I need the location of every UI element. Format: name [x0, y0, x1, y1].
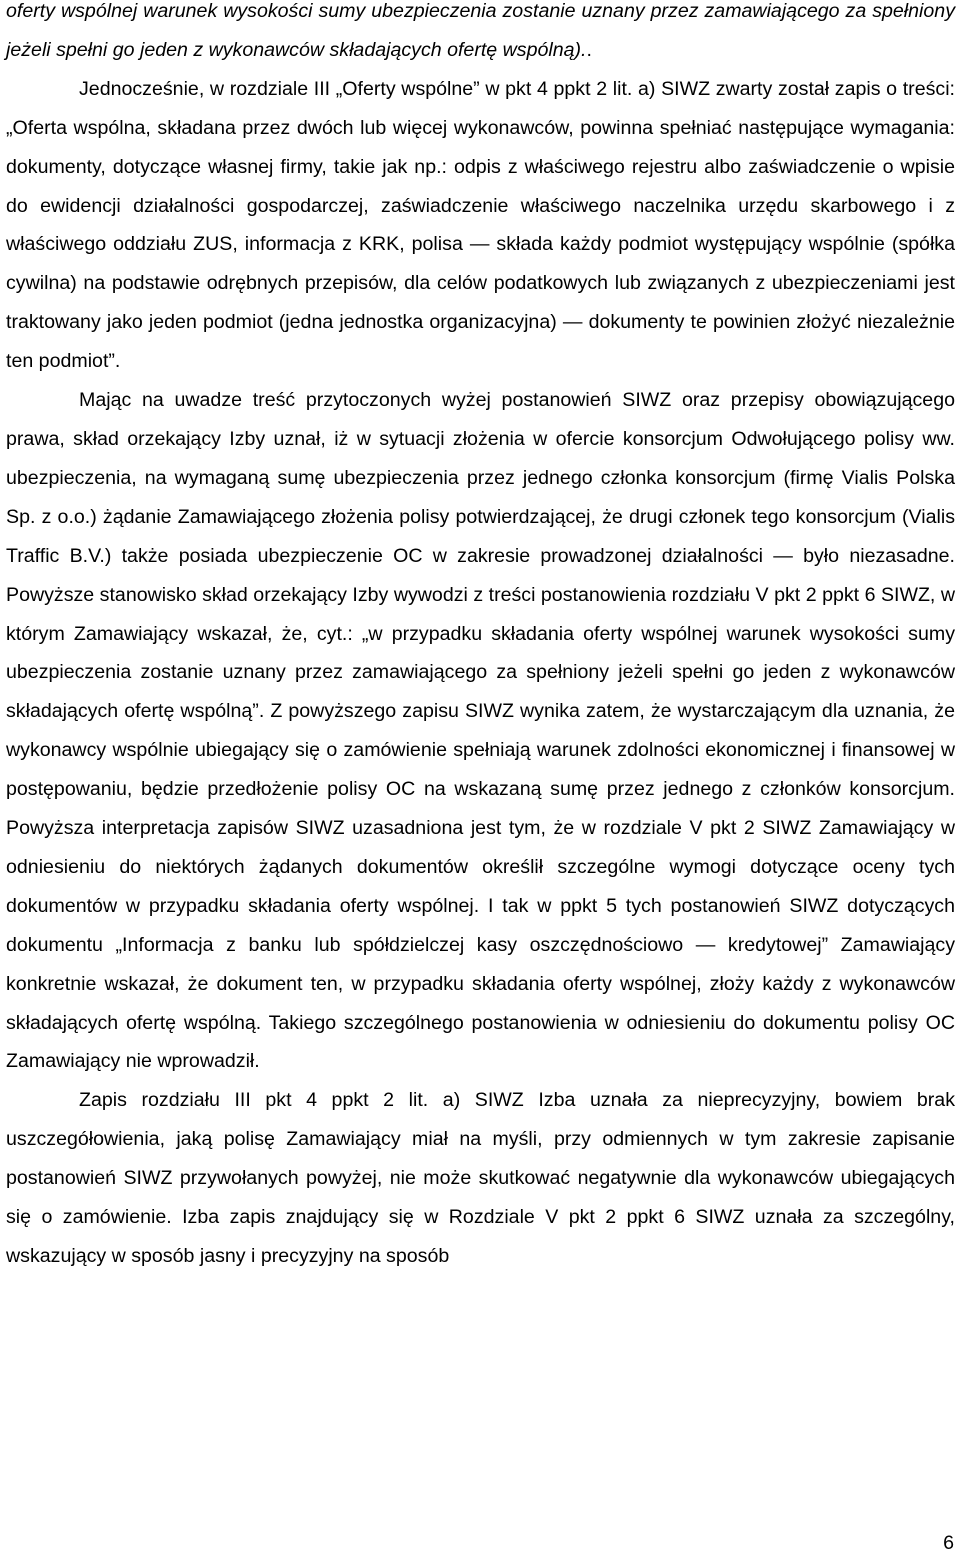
paragraph-2 [6, 70, 955, 381]
paragraph-text: Mając na uwadze treść przytoczonych wyżej postanowień SIWZ oraz przepisy obowiązującego prawa, skład orzekający Izby uznał, iż w sytuacji złożenia w ofercie konsorcjum Odwołującego polisy ww. ubezpieczenia, na wymaganą sumę ubezpieczenia przez jednego członka konsorcjum (firmę Vialis Polska Sp. z o.o.) żądanie Zamawiającego złożenia polisy potwierdzającej, że drugi członek tego konsorcjum (Vialis Traffic B.V.) także posiada ubezpieczenie OC w zakresie prowadzonej działalności — było niezasadne. Powyższe stanowisko skład orzekający Izby wywodzi z treści postanowienia rozdziału V pkt 2 ppkt 6 SIWZ, w którym Zamawiający wskazał, że, cyt.: „w przypadku składania oferty wspólnej warunek wysokości sumy ubezpieczenia zostanie uznany przez zamawiającego za spełniony jeżeli spełni go jeden z wykonawców składających ofertę wspólną”. Z powyższego zapisu SIWZ wynika zatem, że wystarczającym dla uznania, że wykonawcy wspólnie ubiegający się o zamówienie spełniają warunek zdolności ekonomicznej i finansowej w postępowaniu, będzie przedłożenie polisy OC na wskazaną sumę przez jednego z członków konsorcjum. Powyższa interpretacja zapisów SIWZ uzasadniona jest tym, że w rozdziale V pkt 2 SIWZ Zamawiający w odniesieniu do niektórych żądanych dokumentów określił szczególne wymogi dotyczące oceny tych dokumentów w przypadku składania oferty wspólnej. I tak w ppkt 5 tych postanowień SIWZ dotyczących dokumentu „Informacja z banku lub spółdzielczej kasy oszczędnościowo — kredytowej” Zamawiający konkretnie wskazał, że dokument ten, w przypadku składania oferty wspólnej, złoży każdy z wykonawców składających ofertę wspólną. Takiego szczególnego postanowienia w odniesieniu do dokumentu polisy OC Zamawiający nie wprowadził. [6, 389, 955, 1073]
paragraph-text: Zapis rozdziału III pkt 4 ppkt 2 lit. a) SIWZ Izba uznała za nieprecyzyjny, bowiem brak uszczegółowienia, jaką polisę Zamawiający miał na myśli, przy odmiennych w tym zakresie zapisanie postanowień SIWZ przywołanych powyżej, nie może skutkować negatywnie dla wykonawców ubiegających się o zamówienie. Izba zapis znajdujący się w Rozdziale V pkt 2 ppkt 6 SIWZ uznała za szczególny, wskazujący w sposób jasny i precyzyjny na sposób [6, 1089, 955, 1267]
page-number: 6 [943, 1532, 954, 1554]
paragraph-1 [6, 0, 955, 70]
document-page [6, 0, 955, 1276]
punctuation: . [586, 38, 592, 61]
paragraph-text: Jednocześnie, w rozdziale III „Oferty wspólne” w pkt 4 ppkt 2 lit. a) SIWZ zwarty został zapis o treści: „Oferta wspólna, składana przez dwóch lub więcej wykonawców, powinna spełniać następujące wymagania: dokumenty, dotyczące własnej firmy, takie jak np.: odpis z właściwego rejestru albo zaświadczenie o wpisie do ewidencji działalności gospodarczej, zaświadczenie właściwego naczelnika urzędu skarbowego i z właściwego oddziału ZUS, informacja z KRK, polisa — składa każdy podmiot występujący wspólnie (spółka cywilna) na podstawie odrębnych przepisów, dla celów podatkowych lub związanych z ubezpieczeniami jest traktowany jako jeden podmiot (jedna jednostka organizacyjna) — dokumenty te powinien złożyć niezależnie ten podmiot”. [6, 77, 955, 373]
quote-fragment: oferty wspólnej warunek wysokości sumy ubezpieczenia zostanie uznany przez zamawiającego za spełniony jeżeli spełni go jeden z wykonawców składających ofertę wspólną). [6, 0, 955, 61]
paragraph-3 [6, 381, 955, 1081]
paragraph-4 [6, 1081, 955, 1276]
